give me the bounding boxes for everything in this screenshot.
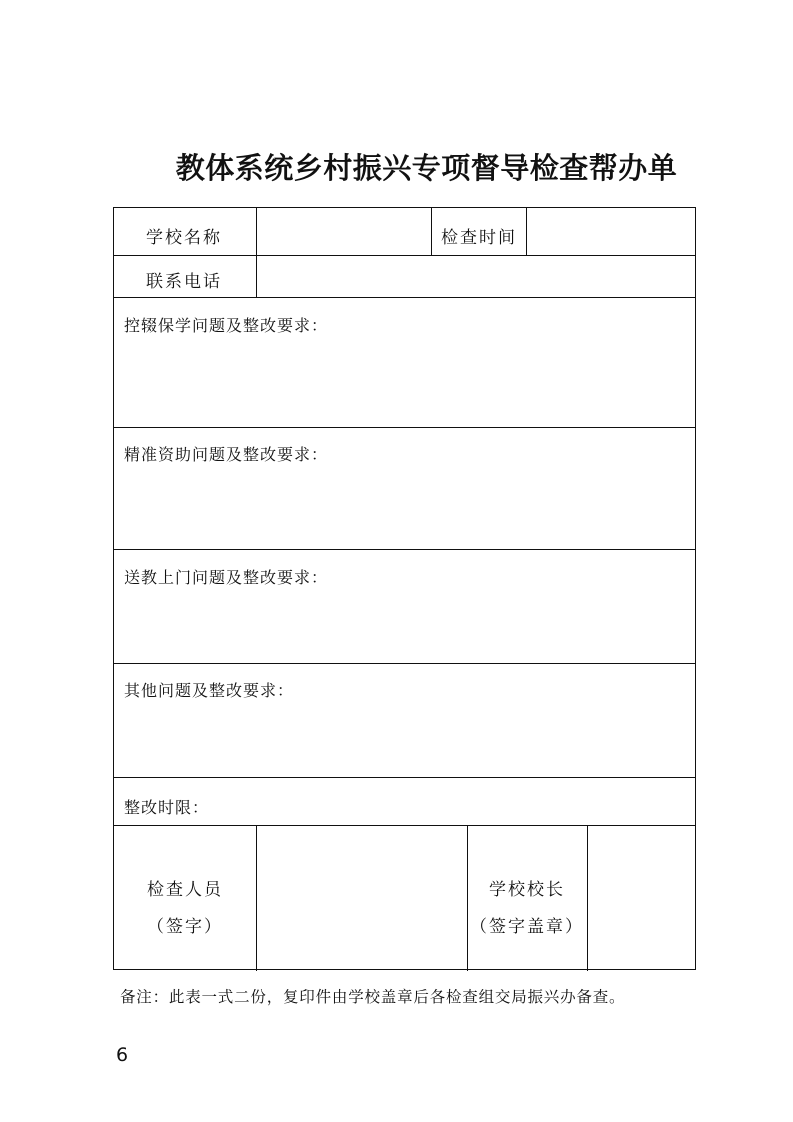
home-teaching-section[interactable] <box>114 549 695 663</box>
footnote: 备注：此表一式二份，复印件由学校盖章后各检查组交局振兴办备查。 <box>120 988 626 1006</box>
phone-label-cell <box>114 255 256 297</box>
other-issues-label: 其他问题及整改要求： <box>124 681 295 700</box>
inspector-sub-label: （签字） <box>147 917 223 937</box>
inspector-label-cell <box>114 825 256 969</box>
school-name-label: 学校名称 <box>146 228 222 248</box>
school-name-label-cell <box>114 208 256 255</box>
inspection-form <box>113 207 696 970</box>
principal-sub-label: （签字盖章） <box>470 917 584 937</box>
inspection-time-label: 检查时间 <box>441 228 517 248</box>
inspection-time-field[interactable] <box>526 208 696 255</box>
deadline-section[interactable] <box>114 777 695 825</box>
divider <box>526 208 527 255</box>
phone-field[interactable] <box>256 255 696 297</box>
home-teaching-label: 送教上门问题及整改要求： <box>124 568 329 587</box>
dropout-control-section[interactable] <box>114 297 695 427</box>
other-issues-section[interactable] <box>114 663 695 777</box>
financial-aid-label: 精准资助问题及整改要求： <box>124 445 329 464</box>
page-title: 教体系统乡村振兴专项督导检查帮办单 <box>175 151 678 185</box>
school-name-field[interactable] <box>256 208 431 255</box>
principal-label: 学校校长 <box>489 880 565 900</box>
principal-signature-field[interactable] <box>587 825 696 969</box>
inspector-label: 检查人员 <box>147 880 223 900</box>
phone-label: 联系电话 <box>146 272 222 292</box>
dropout-control-label: 控辍保学问题及整改要求： <box>124 316 329 335</box>
principal-label-cell <box>467 825 587 969</box>
inspector-signature-field[interactable] <box>256 825 467 969</box>
deadline-label: 整改时限： <box>124 798 210 817</box>
divider <box>431 208 432 255</box>
financial-aid-section[interactable] <box>114 427 695 549</box>
page-number: 6 <box>116 1044 129 1066</box>
inspection-time-label-cell <box>431 208 526 255</box>
